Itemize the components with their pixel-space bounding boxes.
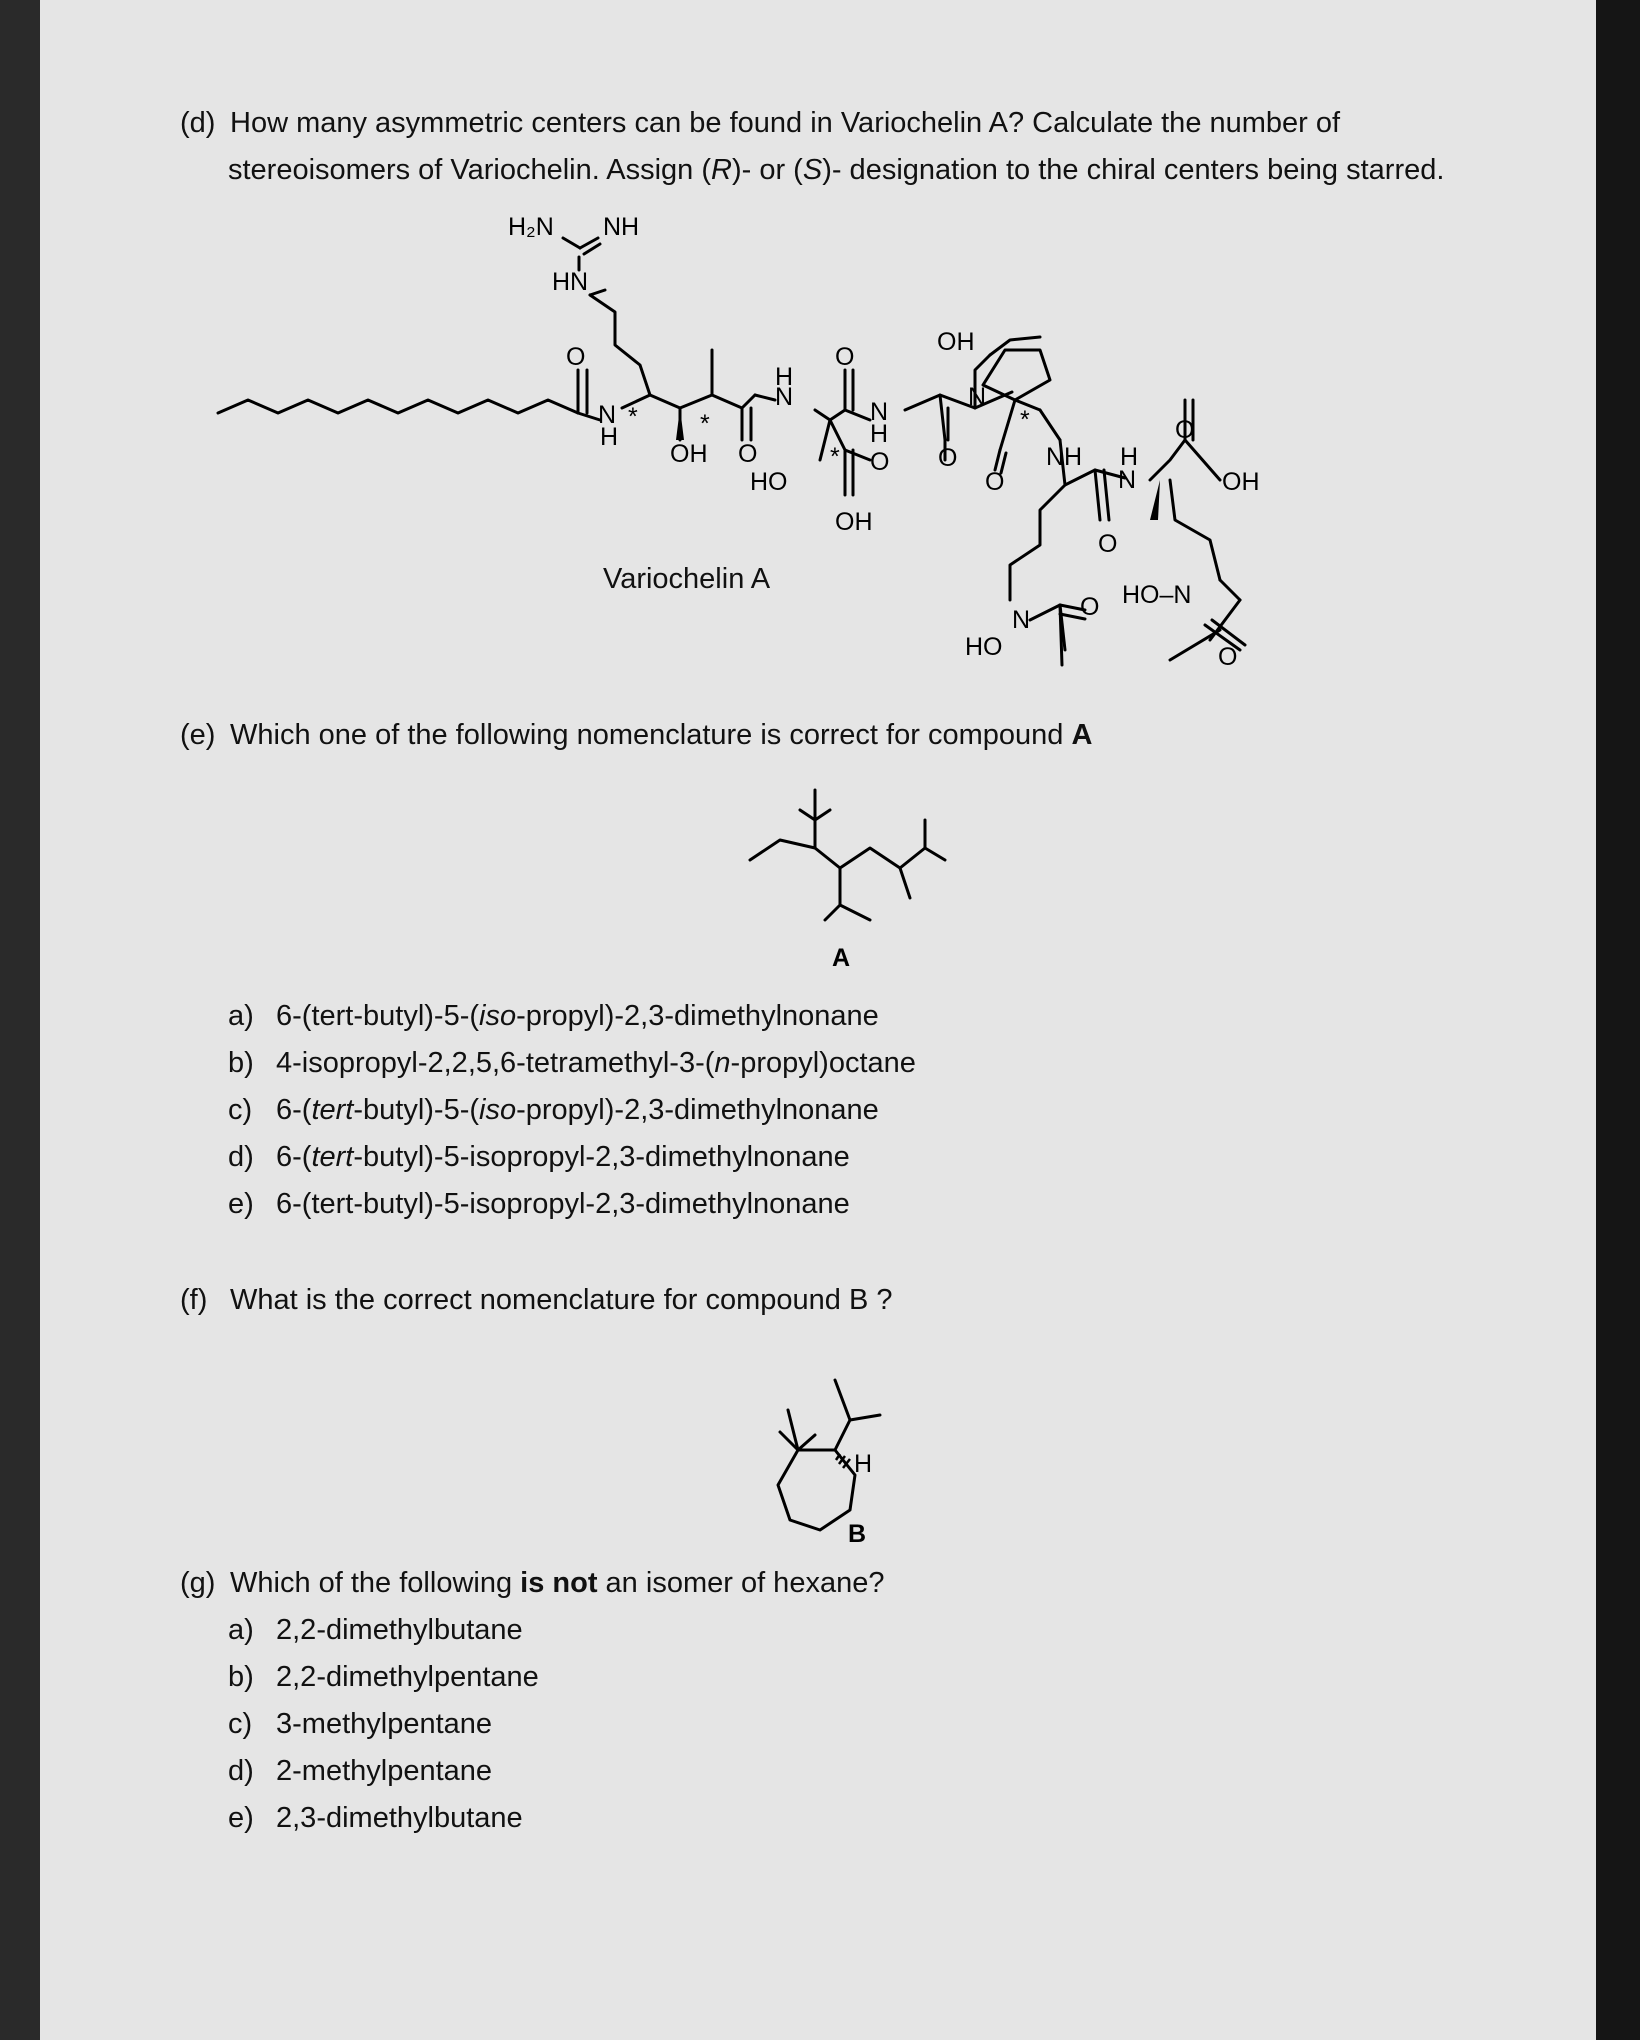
option-g-b[interactable]: b) 2,2-dimethylpentane xyxy=(228,1661,539,1693)
label-n-6: N xyxy=(1012,606,1031,634)
label-o-4: O xyxy=(870,448,890,476)
variochelin-caption: Variochelin A xyxy=(603,563,771,595)
question-f-label: (f) xyxy=(180,1284,208,1316)
option-e-e[interactable]: e) 6-(tert-butyl)-5-isopropyl-2,3-dimethylnonane xyxy=(228,1188,850,1220)
star-3: * xyxy=(830,443,840,471)
label-oh-4: OH xyxy=(1222,468,1260,496)
label-h-2: H xyxy=(775,363,794,391)
question-d-label: (d) xyxy=(180,107,216,139)
label-nh: NH xyxy=(1046,443,1083,471)
compound-b-label: B xyxy=(848,1520,867,1548)
label-o-7: O xyxy=(1098,530,1118,558)
option-g-c[interactable]: c) 3-methylpentane xyxy=(228,1708,493,1740)
question-e-bold: A xyxy=(1071,719,1093,751)
label-h2n: H₂N xyxy=(508,213,554,241)
label-n-5: N xyxy=(1118,466,1137,494)
option-g-a[interactable]: a) 2,2-dimethylbutane xyxy=(228,1614,523,1646)
label-h-1: H xyxy=(600,423,619,451)
label-n-2: N xyxy=(775,383,794,411)
question-d-line2: stereoisomers of Variochelin. Assign (R)- or (S)- designation to the chiral centers being starred. xyxy=(228,154,1445,186)
option-g-e[interactable]: e) 2,3-dimethylbutane xyxy=(228,1802,523,1834)
question-e-text: Which one of the following nomenclature is correct for compound xyxy=(230,719,1072,751)
star-1: * xyxy=(628,403,638,431)
question-e xyxy=(180,712,1092,758)
option-g-d[interactable]: d) 2-methylpentane xyxy=(228,1755,493,1787)
option-e-b[interactable]: b) 4-isopropyl-2,2,5,6-tetramethyl-3-(n-propyl)octane xyxy=(228,1047,916,1079)
question-g: (g) Which of the following is not an isomer of hexane? xyxy=(180,1560,884,1606)
label-oh-3: OH xyxy=(937,328,975,356)
label-ho-2: HO xyxy=(965,633,1003,661)
label-o-8: O xyxy=(1175,416,1195,444)
compound-b-h-label: H xyxy=(854,1450,873,1478)
option-e-a[interactable]: a) 6-(tert-butyl)-5-(iso-propyl)-2,3-dimethylnonane xyxy=(228,1000,879,1032)
label-oh-2: OH xyxy=(835,508,873,536)
label-hn: HN xyxy=(552,268,589,296)
label-o-3: O xyxy=(835,343,855,371)
compound-b-structure xyxy=(740,1370,920,1550)
label-nh-top: NH xyxy=(603,213,640,241)
label-o-5: O xyxy=(938,444,958,472)
label-o-6: O xyxy=(985,468,1005,496)
option-e-d[interactable]: d) 6-(tert-butyl)-5-isopropyl-2,3-dimethylnonane xyxy=(228,1141,850,1173)
label-oh-1: OH xyxy=(670,440,708,468)
label-n-4: N xyxy=(968,383,987,411)
label-ho-1: HO xyxy=(750,468,788,496)
question-f xyxy=(180,1277,892,1323)
label-n-1: N xyxy=(598,401,617,429)
label-h-4: H xyxy=(1120,443,1139,471)
compound-a-label: A xyxy=(832,944,851,972)
label-o-9: O xyxy=(1218,643,1238,671)
question-f-text: What is the correct nomenclature for compound B ? xyxy=(230,1284,893,1316)
label-o-2: O xyxy=(738,440,758,468)
label-o-1: O xyxy=(566,343,586,371)
question-d-text-line1: How many asymmetric centers can be found in Variochelin A? Calculate the number of xyxy=(230,107,1341,139)
star-4: * xyxy=(1020,406,1030,434)
question-e-label: (e) xyxy=(180,719,216,751)
variochelin-a-structure xyxy=(0,0,1640,700)
label-o-10: O xyxy=(1080,593,1100,621)
compound-a-structure xyxy=(700,780,1020,980)
star-2: * xyxy=(700,410,710,438)
label-n-3: N xyxy=(870,398,889,426)
label-h-3: H xyxy=(870,420,889,448)
option-e-c[interactable]: c) 6-(tert-butyl)-5-(iso-propyl)-2,3-dimethylnonane xyxy=(228,1094,879,1126)
label-ho-n: HO–N xyxy=(1122,581,1192,609)
question-g-label: (g) xyxy=(180,1567,216,1599)
